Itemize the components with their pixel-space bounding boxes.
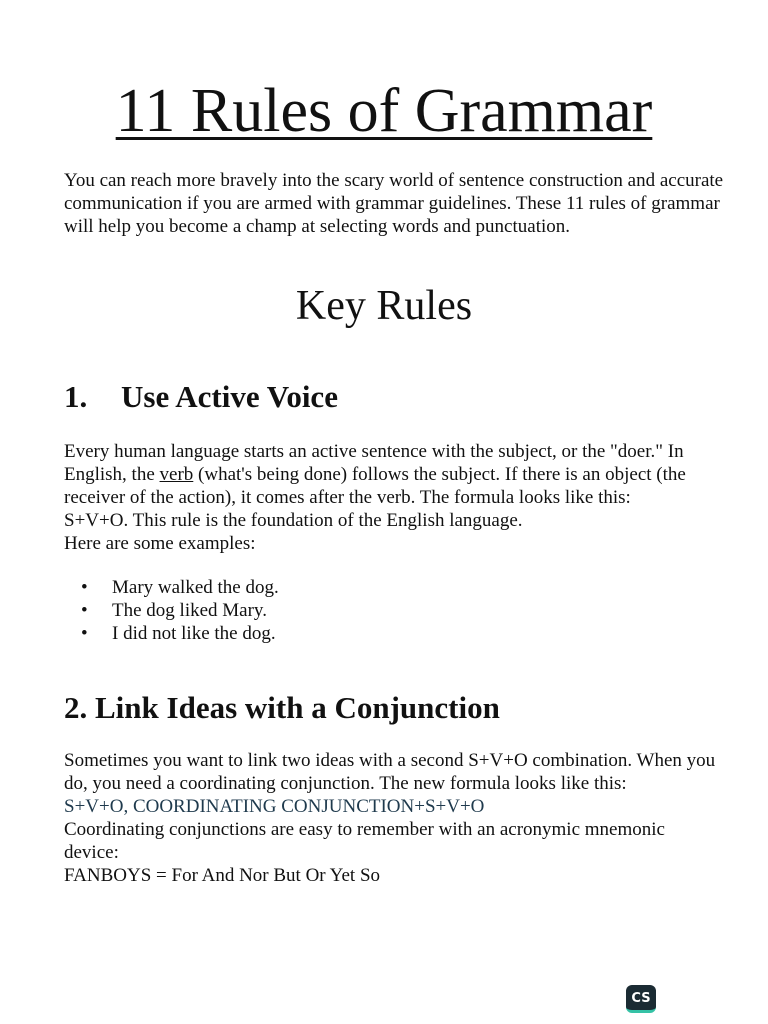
bullet-icon: • (81, 577, 88, 598)
verb-link[interactable]: verb (159, 464, 194, 485)
bullet-icon: • (81, 600, 88, 621)
list-item: • I did not like the dog. (81, 623, 276, 644)
fanboys-line: FANBOYS = For And Nor But Or Yet So (64, 865, 381, 886)
section-1-examples-intro: Here are some examples: (64, 533, 256, 554)
section-1-title: Use Active Voice (121, 379, 338, 414)
section-2-heading: 2. Link Ideas with a Conjunction (64, 690, 500, 725)
intro-paragraph: You can reach more bravely into the scary world of sentence construction and accurate communication if you are armed with grammar guidelines. These 11 rules of grammar will help you become a champ at selecting words and punctuation. (64, 170, 724, 237)
key-rules-heading: Key Rules (295, 283, 473, 329)
section-1-formula: S+V+O. This rule is the foundation of the English language. (64, 510, 523, 531)
section-2-paragraph: Sometimes you want to link two ideas with a second S+V+O combination. When you do, you need a coordinating conjunction. The new formula looks like this: (64, 750, 716, 794)
list-item: • The dog liked Mary. (81, 600, 267, 621)
examples-list (64, 576, 279, 645)
camscanner-logo-icon: CS (626, 985, 656, 1013)
section-1-number: 1. (64, 379, 88, 414)
bullet-icon: • (81, 623, 88, 644)
section-1-heading (64, 378, 338, 416)
section-1-body (64, 440, 724, 555)
section-2-body (64, 749, 724, 887)
list-item: • Mary walked the dog. (81, 577, 279, 598)
section-2-formula: S+V+O, COORDINATING CONJUNCTION+S+V+O (64, 796, 485, 817)
document-title: 11 Rules of Grammar (115, 77, 653, 145)
section-2-paragraph-2: Coordinating conjunctions are easy to remember with an acronymic mnemonic device: (64, 819, 665, 863)
section-1-paragraph: Every human language starts an active sentence with the subject, or the "doer." In English, the verb (what's being done) follows the subject. If there is an object (the receiver of the action), it comes after the verb. The formula looks like this: (64, 441, 686, 508)
